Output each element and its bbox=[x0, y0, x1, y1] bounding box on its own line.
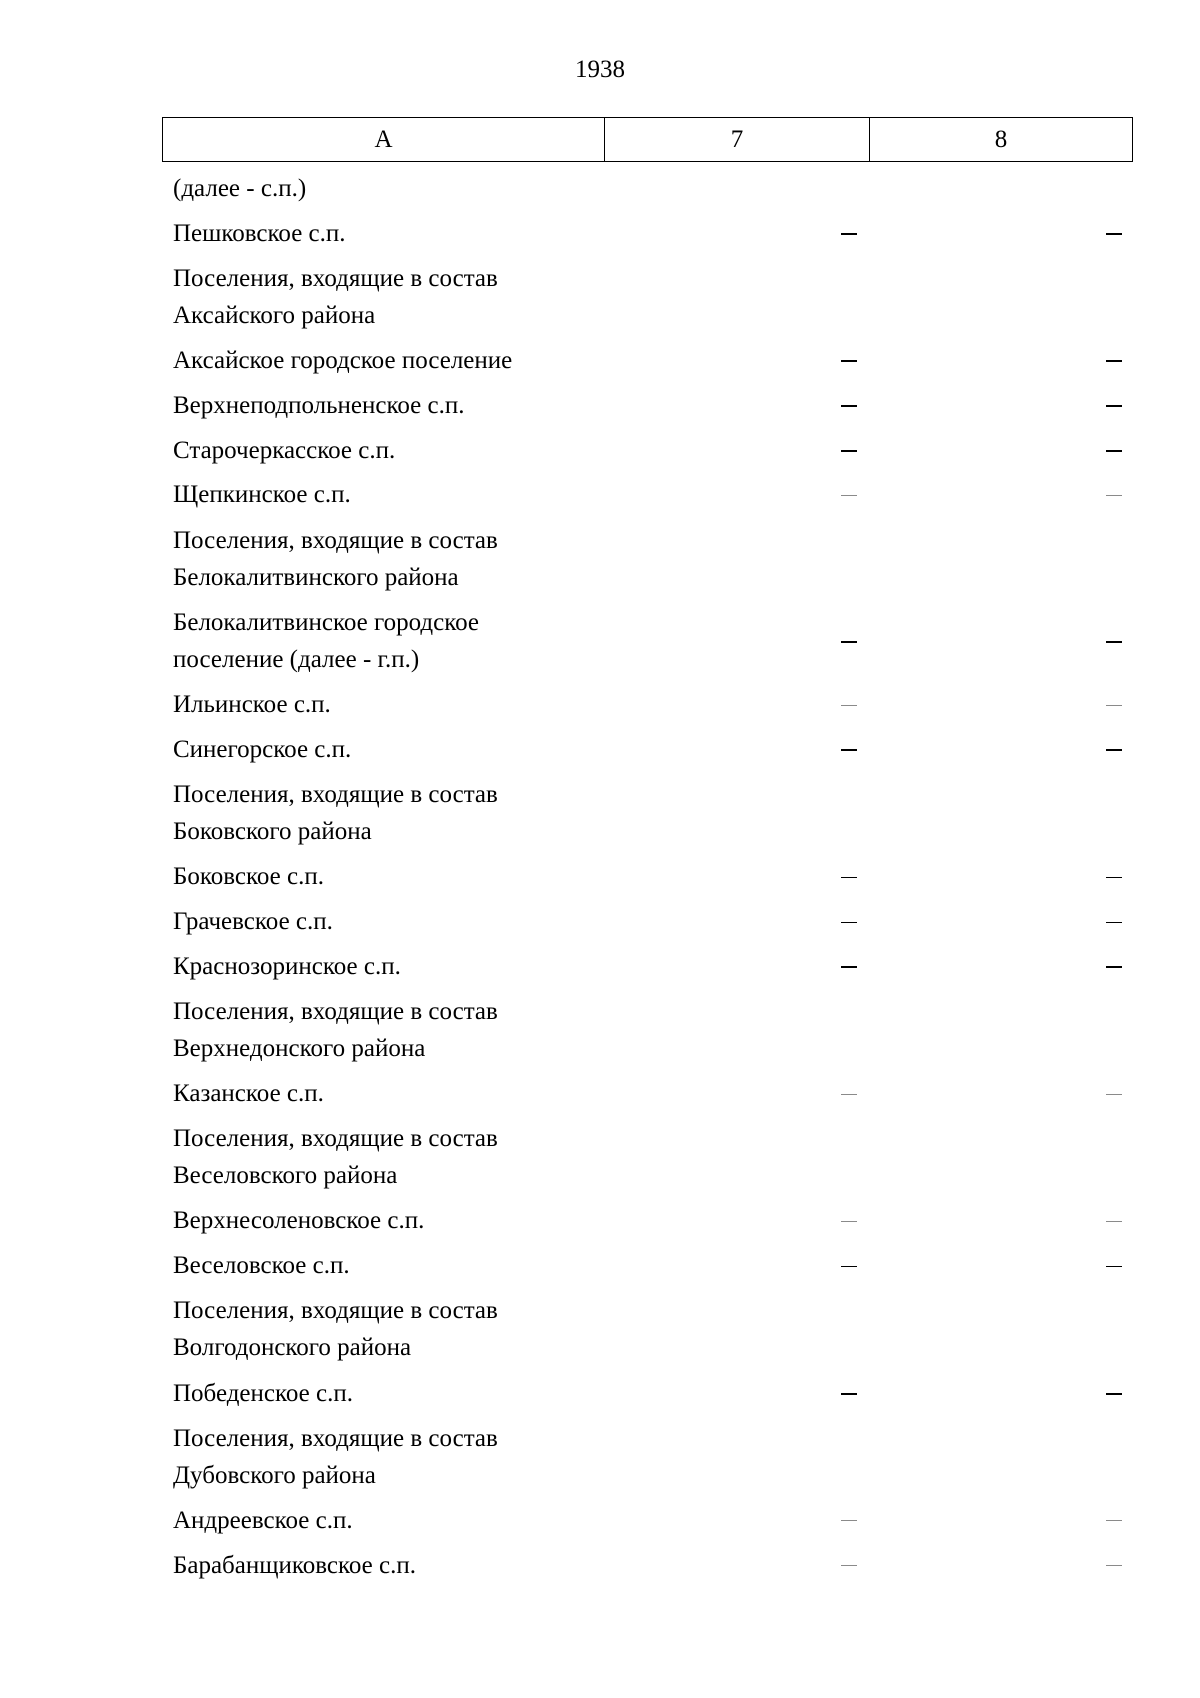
table-header bbox=[162, 117, 1133, 162]
row-col7-dash bbox=[841, 705, 857, 706]
row-name: Поселения, входящие в состав Боковского района bbox=[173, 781, 498, 846]
row-name: Щепкинское с.п. bbox=[173, 481, 351, 509]
row-col8-dash bbox=[1106, 233, 1122, 235]
row-col7-dash bbox=[841, 966, 857, 968]
table-row bbox=[162, 1199, 1133, 1244]
row-name: Поселения, входящие в состав Аксайского района bbox=[173, 264, 498, 329]
row-col7-dash bbox=[841, 922, 857, 924]
row-name: Поселения, входящие в состав Дубовского района bbox=[173, 1424, 498, 1489]
row-col7-dash bbox=[841, 495, 857, 496]
row-col7-dash bbox=[841, 1565, 857, 1566]
page-number: 1938 bbox=[575, 56, 625, 83]
table-row bbox=[162, 211, 1133, 256]
table-row bbox=[162, 428, 1133, 473]
row-col8-dash bbox=[1106, 1393, 1122, 1395]
row-col8-dash bbox=[1106, 877, 1122, 879]
row-name: Андреевское с.п. bbox=[173, 1506, 353, 1534]
row-col7-dash bbox=[841, 1520, 857, 1521]
table-row bbox=[162, 989, 1133, 1072]
row-name: Белокалитвинское городское поселение (далее - г.п.) bbox=[173, 609, 479, 674]
row-name: Барабанщиковское с.п. bbox=[173, 1551, 417, 1579]
row-name: Боковское с.п. bbox=[173, 863, 324, 891]
table-row bbox=[162, 166, 1133, 211]
row-col8-dash bbox=[1106, 922, 1122, 924]
table-row bbox=[162, 1543, 1133, 1588]
row-name: Поселения, входящие в состав Верхнедонского района bbox=[173, 998, 498, 1063]
table-row bbox=[162, 256, 1133, 339]
row-col7-dash bbox=[841, 1094, 857, 1095]
row-col8-dash bbox=[1106, 1520, 1122, 1521]
header-cell-8: 8 bbox=[994, 125, 1008, 153]
row-col7-dash bbox=[841, 877, 857, 879]
table-row bbox=[162, 899, 1133, 944]
table-row bbox=[162, 338, 1133, 383]
row-col7-dash bbox=[841, 749, 857, 751]
table-row bbox=[162, 1288, 1133, 1371]
row-col8-dash bbox=[1106, 360, 1122, 362]
row-name: Краснозоринское с.п. bbox=[173, 952, 401, 980]
row-name: Грачевское с.п. bbox=[173, 908, 333, 936]
row-col8-dash bbox=[1106, 966, 1122, 968]
table-row bbox=[162, 517, 1133, 600]
header-cell-a: А bbox=[163, 118, 605, 161]
row-name: Верхнеподпольненское с.п. bbox=[173, 391, 465, 419]
row-col8-dash bbox=[1106, 1565, 1122, 1566]
row-name: Поселения, входящие в состав Веселовского района bbox=[173, 1125, 498, 1190]
row-col7-dash bbox=[841, 1266, 857, 1268]
row-name: Ильинское с.п. bbox=[173, 691, 331, 719]
table-row bbox=[162, 1415, 1133, 1498]
row-col7-dash bbox=[841, 360, 857, 362]
table-row bbox=[162, 383, 1133, 428]
row-col8-dash bbox=[1106, 495, 1122, 496]
row-name: Поселения, входящие в состав Волгодонского района bbox=[173, 1297, 498, 1362]
row-name: Веселовское с.п. bbox=[173, 1252, 350, 1280]
row-name: Старочеркасское с.п. bbox=[173, 436, 396, 464]
header-cell-7: 7 bbox=[605, 118, 870, 161]
row-col7-dash bbox=[841, 1393, 857, 1395]
table-row bbox=[162, 944, 1133, 989]
row-name: Победенское с.п. bbox=[173, 1379, 354, 1407]
row-name: Поселения, входящие в состав Белокалитвинского района bbox=[173, 526, 498, 591]
table-row bbox=[162, 1116, 1133, 1199]
row-col7-dash bbox=[841, 641, 857, 643]
row-col8-dash bbox=[1106, 641, 1122, 643]
table-row bbox=[162, 1243, 1133, 1288]
row-col8-dash bbox=[1106, 450, 1122, 452]
row-name: Аксайское городское поселение bbox=[173, 346, 513, 374]
row-col7-dash bbox=[841, 233, 857, 235]
row-col8-dash bbox=[1106, 1094, 1122, 1095]
row-name: Пешковское с.п. bbox=[173, 219, 346, 247]
table-row bbox=[162, 1371, 1133, 1416]
row-col7-dash bbox=[841, 450, 857, 452]
table-row bbox=[162, 727, 1133, 772]
row-col8-dash bbox=[1106, 749, 1122, 751]
table-row bbox=[162, 682, 1133, 727]
row-col7-dash bbox=[841, 1221, 857, 1222]
table-body bbox=[162, 166, 1133, 1588]
table-row bbox=[162, 772, 1133, 855]
row-col8-dash bbox=[1106, 1266, 1122, 1268]
table-row bbox=[162, 854, 1133, 899]
row-col8-dash bbox=[1106, 1221, 1122, 1222]
table-row bbox=[162, 1071, 1133, 1116]
table-row bbox=[162, 1498, 1133, 1543]
row-col8-dash bbox=[1106, 705, 1122, 706]
row-col8-dash bbox=[1106, 405, 1122, 407]
row-name: Казанское с.п. bbox=[173, 1080, 324, 1108]
row-col7-dash bbox=[841, 405, 857, 407]
table-row bbox=[162, 472, 1133, 517]
row-name: Верхнесоленовское с.п. bbox=[173, 1207, 425, 1235]
table-row bbox=[162, 600, 1133, 683]
row-name: Синегорское с.п. bbox=[173, 735, 352, 763]
row-name: (далее - с.п.) bbox=[173, 174, 307, 202]
